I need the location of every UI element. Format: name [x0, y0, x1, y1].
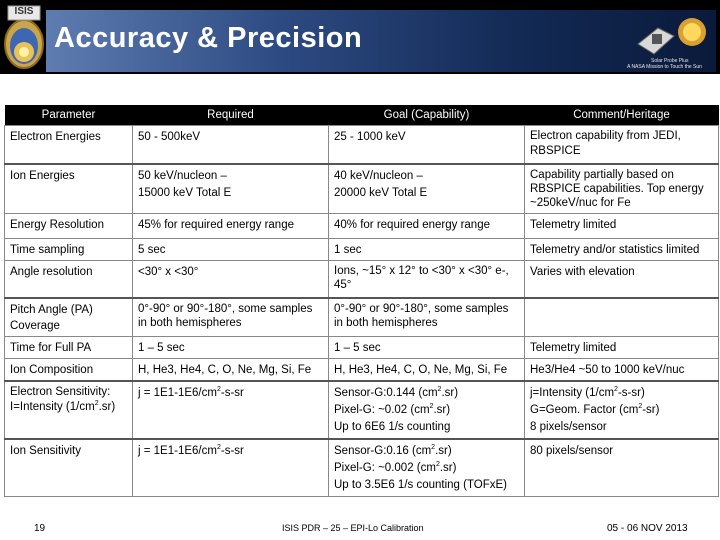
- cell-required: H, He3, He4, C, O, Ne, Mg, Si, Fe: [133, 358, 329, 381]
- comment-text: j=Intensity (1/cm: [530, 386, 615, 399]
- cell-goal: H, He3, He4, C, O, Ne, Mg, Si, Fe: [329, 358, 525, 381]
- cell-comment: Telemetry and/or statistics limited: [525, 239, 719, 261]
- cell-required: [133, 381, 329, 439]
- superscript: 2: [431, 443, 436, 451]
- goal-text: .sr): [441, 386, 459, 399]
- header-goal: Goal (Capability): [329, 105, 525, 126]
- table-row: [5, 239, 719, 261]
- cell-goal: 25 - 1000 keV: [329, 126, 525, 164]
- header-parameter: Parameter: [5, 105, 133, 126]
- cell-required: [133, 439, 329, 497]
- footer-date: 05 - 06 NOV 2013: [607, 523, 688, 534]
- cell-comment: [525, 381, 719, 439]
- cell-goal: 40% for required energy range: [329, 214, 525, 239]
- goal-text: Pixel-G: ~0.002 (cm: [334, 461, 436, 474]
- table-row: [5, 358, 719, 381]
- cell-param: Ion Composition: [5, 358, 133, 381]
- superscript: 2: [614, 385, 618, 393]
- page-title: Accuracy & Precision: [54, 22, 363, 54]
- cell-param: [5, 381, 133, 439]
- comment-text: -sr): [642, 403, 660, 416]
- required-text: j = 1E1-1E6/cm: [138, 444, 217, 457]
- cell-comment: 80 pixels/sensor: [525, 439, 719, 497]
- cell-param: Time for Full PA: [5, 336, 133, 358]
- cell-goal: 0°-90° or 90°-180°, some samples in both hemispheres: [329, 298, 525, 337]
- goal-line: [334, 385, 520, 402]
- goal-line: 20000 keV Total E: [334, 186, 428, 199]
- comment-text: G=Geom. Factor (cm: [530, 403, 639, 416]
- cell-comment: [525, 298, 719, 337]
- footer-center-text: ISIS PDR – 25 – EPI-Lo Calibration: [282, 523, 424, 533]
- cell-goal: [329, 381, 525, 439]
- cell-required: 45% for required energy range: [133, 214, 329, 239]
- cell-comment: Telemetry limited: [525, 214, 719, 239]
- required-text: j = 1E1-1E6/cm: [138, 386, 217, 399]
- cell-param: Energy Resolution: [5, 214, 133, 239]
- subtitle-line-2: A NASA Mission to Touch the Sun: [627, 64, 702, 70]
- param-line: Electron Sensitivity:: [10, 385, 111, 398]
- superscript: 2: [216, 385, 221, 393]
- required-line: 50 keV/nucleon –: [138, 169, 227, 182]
- cell-goal: [329, 439, 525, 497]
- goal-line: [334, 443, 520, 460]
- param-text: I=Intensity (1/cm: [10, 400, 95, 413]
- table-row: [5, 214, 719, 239]
- param-line: [10, 400, 128, 415]
- cell-comment: Electron capability from JEDI, RBSPICE: [525, 126, 719, 164]
- cell-goal: [329, 164, 525, 214]
- header-required: Required: [133, 105, 329, 126]
- goal-text: Sensor-G:0.144 (cm: [334, 386, 438, 399]
- required-text: -s-sr: [220, 386, 244, 399]
- cell-param: Pitch Angle (PA) Coverage: [5, 298, 133, 337]
- superscript: 2: [435, 460, 440, 468]
- cell-param: Ion Energies: [5, 164, 133, 214]
- goal-line: [334, 460, 520, 477]
- required-line: 15000 keV Total E: [138, 186, 232, 199]
- logo-text: ISIS: [14, 6, 34, 17]
- superscript: 2: [216, 443, 221, 451]
- cell-required: [133, 164, 329, 214]
- header-comment: Comment/Heritage: [525, 105, 719, 126]
- cell-param: Electron Energies: [5, 126, 133, 164]
- cell-comment: Varies with elevation: [525, 261, 719, 298]
- goal-line: Up to 3.5E6 1/s counting (TOFxE): [334, 478, 508, 491]
- cell-comment: He3/He4 ~50 to 1000 keV/nuc: [525, 358, 719, 381]
- cell-param: Ion Sensitivity: [5, 439, 133, 497]
- cell-required: 0°-90° or 90°-180°, some samples in both hemispheres: [133, 298, 329, 337]
- comment-text: -s-sr): [617, 386, 645, 399]
- spacecraft-image: [630, 14, 710, 58]
- table-row: [5, 298, 719, 337]
- goal-text: Pixel-G: ~0.02 (cm: [334, 403, 430, 416]
- title-banner: [0, 0, 720, 74]
- cell-required: 50 - 500keV: [133, 126, 329, 164]
- table-row: [5, 336, 719, 358]
- comment-line: [530, 402, 714, 419]
- accuracy-table: [4, 105, 719, 497]
- goal-text: Sensor-G:0.16 (cm: [334, 444, 432, 457]
- cell-required: 5 sec: [133, 239, 329, 261]
- cell-comment: Capability partially based on RBSPICE capabilities. Top energy ~250keV/nuc for Fe: [525, 164, 719, 214]
- page-number: 19: [34, 523, 46, 534]
- goal-line: Up to 6E6 1/s counting: [334, 420, 451, 433]
- param-text: .sr): [98, 400, 116, 413]
- comment-line: [530, 385, 714, 402]
- superscript: 2: [638, 402, 643, 410]
- superscript: 2: [94, 399, 99, 407]
- goal-text: .sr): [435, 444, 452, 457]
- table-header-row: [5, 105, 719, 126]
- required-text: -s-sr: [220, 444, 244, 457]
- cell-comment: Telemetry limited: [525, 336, 719, 358]
- subtitle-line-1: Solar Probe Plus: [651, 58, 689, 64]
- cell-param: Angle resolution: [5, 261, 133, 298]
- goal-line: [334, 402, 520, 419]
- goal-text: .sr): [439, 461, 457, 474]
- goal-text: .sr): [433, 403, 451, 416]
- cell-required: 1 – 5 sec: [133, 336, 329, 358]
- table-row: [5, 261, 719, 298]
- table-row: [5, 164, 719, 214]
- cell-goal: 1 sec: [329, 239, 525, 261]
- cell-param: Time sampling: [5, 239, 133, 261]
- goal-line: 40 keV/nucleon –: [334, 169, 423, 182]
- cell-goal: Ions, ~15° x 12° to <30° x <30° e-, 45°: [329, 261, 525, 298]
- table-row: [5, 126, 719, 164]
- superscript: 2: [437, 385, 442, 393]
- superscript: 2: [429, 402, 434, 410]
- table-row: [5, 381, 719, 439]
- cell-goal: 1 – 5 sec: [329, 336, 525, 358]
- table-row: [5, 439, 719, 497]
- comment-line: 8 pixels/sensor: [530, 420, 607, 433]
- cell-required: <30° x <30°: [133, 261, 329, 298]
